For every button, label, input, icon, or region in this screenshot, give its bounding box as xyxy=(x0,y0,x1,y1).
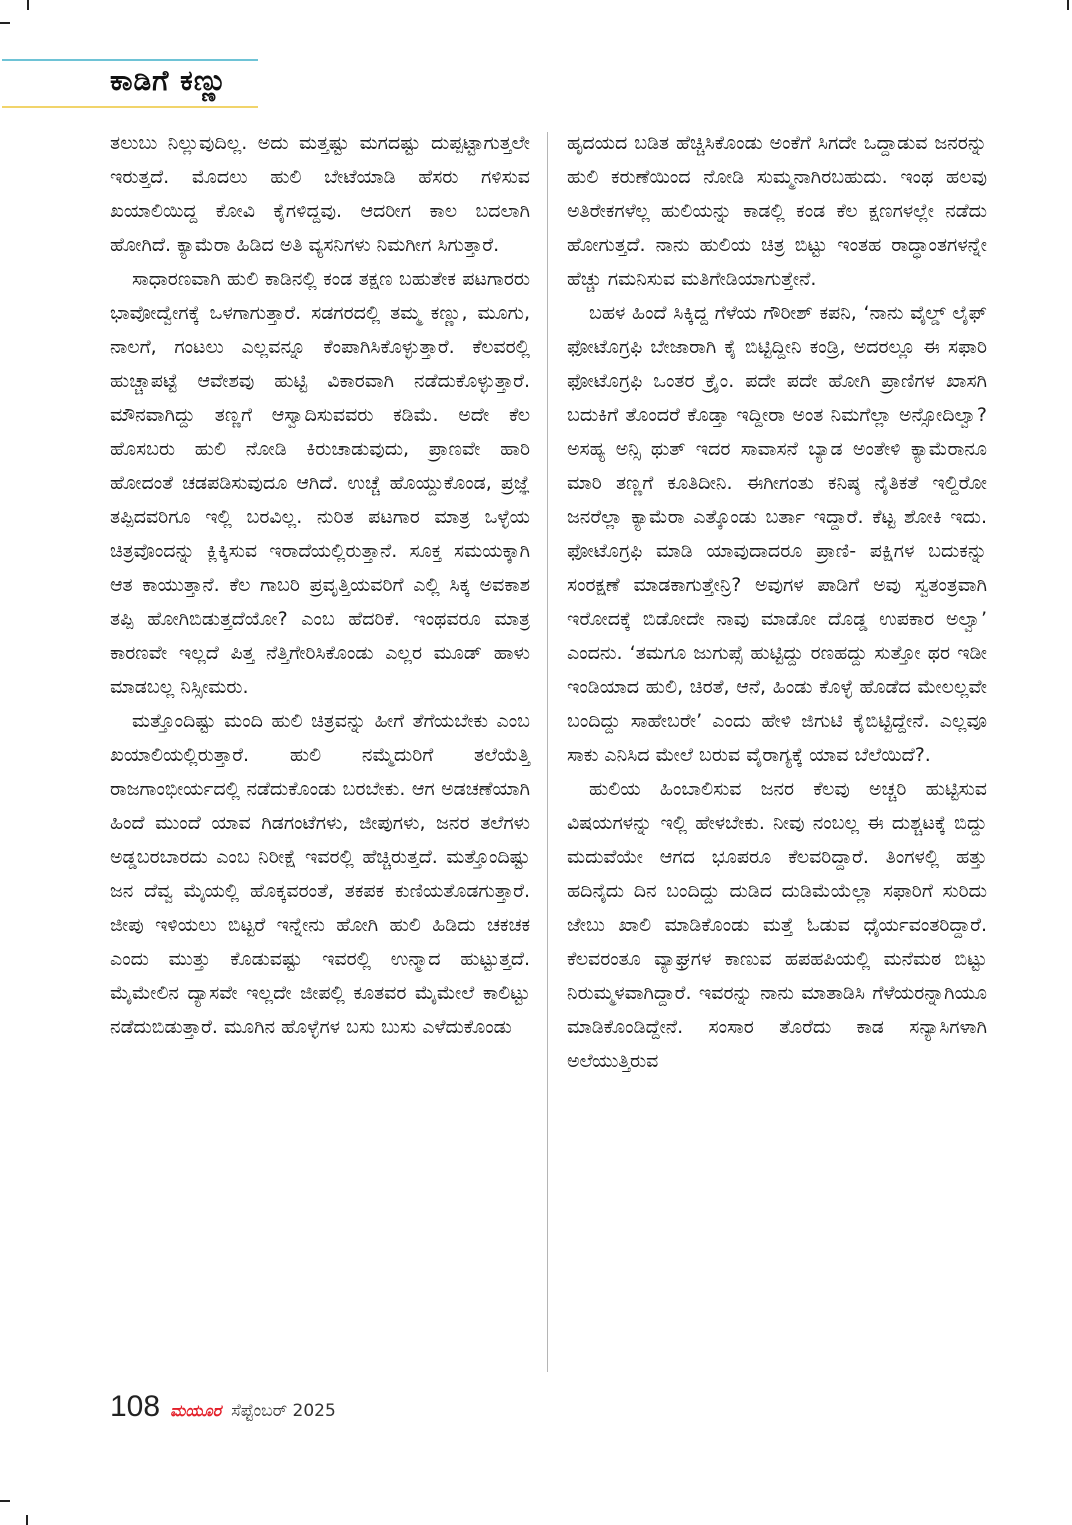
article-column-right xyxy=(567,126,987,1078)
paragraph: ಹುಲಿಯ ಹಿಂಬಾಲಿಸುವ ಜನರ ಕೆಲವು ಅಚ್ಚರಿ ಹುಟ್ಟಿಸುವ ವಿಷಯಗಳನ್ನು ಇಲ್ಲಿ ಹೇಳಬೇಕು. ನೀವು ನಂಬಲ್ಲ ಈ ದುಶ್ಚಟಕ್ಕೆ ಬಿದ್ದು ಮದುವೆಯೇ ಆಗದ ಭೂಪರೂ ಕೆಲವರಿದ್ದಾರೆ. ತಿಂಗಳಲ್ಲಿ ಹತ್ತು ಹದಿನೈದು ದಿನ ಬಂದಿದ್ದು ದುಡಿದ ದುಡಿಮೆಯೆಲ್ಲಾ ಸಫಾರಿಗೆ ಸುರಿದು ಜೇಬು ಖಾಲಿ ಮಾಡಿಕೊಂಡು ಮತ್ತೆ ಓಡುವ ಧೈರ್ಯವಂತರಿದ್ದಾರೆ. ಕೆಲವರಂತೂ ವ್ಯಾಘ್ರಗಳ ಕಾಣುವ ಹಪಹಪಿಯಲ್ಲಿ ಮನೆಮಠ ಬಿಟ್ಟು ನಿರುಮ್ಮಳವಾಗಿದ್ದಾರೆ. ಇವರನ್ನು ನಾನು ಮಾತಾಡಿಸಿ ಗೆಳೆಯರನ್ನಾಗಿಯೂ ಮಾಡಿಕೊಂಡಿದ್ದೇನೆ. ಸಂಸಾರ ತೊರೆದು ಕಾಡ ಸನ್ಯಾಸಿಗಳಾಗಿ ಅಲೆಯುತ್ತಿರುವ xyxy=(567,778,987,1072)
paragraph: ಸಾಧಾರಣವಾಗಿ ಹುಲಿ ಕಾಡಿನಲ್ಲಿ ಕಂಡ ತಕ್ಷಣ ಬಹುತೇಕ ಪಟಗಾರರು ಭಾವೋದ್ವೇಗಕ್ಕೆ ಒಳಗಾಗುತ್ತಾರೆ. ಸಡಗರದಲ್ಲಿ ತಮ್ಮ ಕಣ್ಣು, ಮೂಗು, ನಾಲಗೆ, ಗಂಟಲು ಎಲ್ಲವನ್ನೂ ಕೆಂಪಾಗಿಸಿಕೊಳ್ಳುತ್ತಾರೆ. ಕೆಲವರಲ್ಲಿ ಹುಚ್ಚಾಪಟ್ಟೆ ಆವೇಶವು ಹುಟ್ಟಿ ವಿಕಾರವಾಗಿ ನಡೆದುಕೊಳ್ಳುತ್ತಾರೆ. ಮೌನವಾಗಿದ್ದು ತಣ್ಣಗೆ ಆಸ್ವಾದಿಸುವವರು ಕಡಿಮೆ. ಅದೇ ಕೆಲ ಹೊಸಬರು ಹುಲಿ ನೋಡಿ ಕಿರುಚಾಡುವುದು, ಪ್ರಾಣವೇ ಹಾರಿ ಹೋದಂತೆ ಚಡಪಡಿಸುವುದೂ ಆಗಿದೆ. ಉಚ್ಚೆ ಹೊಯ್ದುಕೊಂಡ, ಪ್ರಜ್ಞೆ ತಪ್ಪಿದವರಿಗೂ ಇಲ್ಲಿ ಬರವಿಲ್ಲ. ನುರಿತ ಪಟಗಾರ ಮಾತ್ರ ಒಳ್ಳೆಯ ಚಿತ್ರವೊಂದನ್ನು ಕ್ಲಿಕ್ಕಿಸುವ ಇರಾದೆಯಲ್ಲಿರುತ್ತಾನೆ. ಸೂಕ್ತ ಸಮಯಕ್ಕಾಗಿ ಆತ ಕಾಯುತ್ತಾನೆ. ಕೆಲ ಗಾಬರಿ ಪ್ರವೃತ್ತಿಯವರಿಗೆ ಎಲ್ಲಿ ಸಿಕ್ಕ ಅವಕಾಶ ತಪ್ಪಿ ಹೋಗಿಬಿಡುತ್ತದೆಯೋ? ಎಂಬ ಹೆದರಿಕೆ. ಇಂಥವರೂ ಮಾತ್ರ ಕಾರಣವೇ ಇಲ್ಲದೆ ಪಿತ್ತ ನೆತ್ತಿಗೇರಿಸಿಕೊಂಡು ಎಲ್ಲರ ಮೂಡ್ ಹಾಳು ಮಾಡಬಲ್ಲ ನಿಸ್ಸೀಮರು. xyxy=(110,268,530,698)
section-title: ಕಾಡಿಗೆ ಕಣ್ಣು xyxy=(110,64,228,97)
crop-mark-left-top xyxy=(0,22,10,24)
paragraph: ಹೃದಯದ ಬಡಿತ ಹೆಚ್ಚಿಸಿಕೊಂಡು ಅಂಕೆಗೆ ಸಿಗದೇ ಒದ್ದಾಡುವ ಜನರನ್ನು ಹುಲಿ ಕರುಣೆಯಿಂದ ನೋಡಿ ಸುಮ್ಮನಾಗಿರಬಹುದು. ಇಂಥ ಹಲವು ಅತಿರೇಕಗಳೆಲ್ಲ ಹುಲಿಯನ್ನು ಕಾಡಲ್ಲಿ ಕಂಡ ಕೆಲ ಕ್ಷಣಗಳಲ್ಲೇ ನಡೆದು ಹೋಗುತ್ತದೆ. ನಾನು ಹುಲಿಯ ಚಿತ್ರ ಬಿಟ್ಟು ಇಂತಹ ರಾದ್ಧಾಂತಗಳನ್ನೇ ಹೆಚ್ಚು ಗಮನಿಸುವ ಮತಿಗೇಡಿಯಾಗುತ್ತೇನೆ. xyxy=(567,132,987,290)
issue-date: ಸೆಪ್ಟೆಂಬರ್ 2025 xyxy=(231,1401,336,1421)
crop-mark-top-right xyxy=(1067,0,1069,10)
crop-mark-left-bottom xyxy=(0,1500,10,1502)
header-accent-line-top xyxy=(2,59,258,61)
crop-mark-top-left xyxy=(27,0,29,10)
paragraph: ತಲುಬು ನಿಲ್ಲುವುದಿಲ್ಲ. ಅದು ಮತ್ತಷ್ಟು ಮಗದಷ್ಟು ದುಪ್ಪಟ್ಟಾಗುತ್ತಲೇ ಇರುತ್ತದೆ. ಮೊದಲು ಹುಲಿ ಬೇಟೆಯಾಡಿ ಹೆಸರು ಗಳಿಸುವ ಖಯಾಲಿಯಿದ್ದ ಕೋವಿ ಕೈಗಳಿದ್ದವು. ಆದರೀಗ ಕಾಲ ಬದಲಾಗಿ ಹೋಗಿದೆ. ಕ್ಯಾಮೆರಾ ಹಿಡಿದ ಅತಿ ವ್ಯಸನಿಗಳು ನಿಮಗೀಗ ಸಿಗುತ್ತಾರೆ. xyxy=(110,132,530,256)
column-divider xyxy=(547,132,548,1372)
paragraph: ಬಹಳ ಹಿಂದೆ ಸಿಕ್ಕಿದ್ದ ಗೆಳೆಯ ಗೌರೀಶ್ ಕಪನಿ, ‘ನಾನು ವೈಲ್ಡ್ ಲೈಫ್ ಫೋಟೊಗ್ರಫಿ ಬೇಜಾರಾಗಿ ಕೈ ಬಿಟ್ಟಿದ್ದೀನಿ ಕಂಡ್ರಿ, ಅದರಲ್ಲೂ ಈ ಸಫಾರಿ ಫೋಟೊಗ್ರಫಿ ಒಂತರ ಕ್ರೈಂ. ಪದೇ ಪದೇ ಹೋಗಿ ಪ್ರಾಣಿಗಳ ಖಾಸಗಿ ಬದುಕಿಗೆ ತೊಂದರೆ ಕೊಡ್ತಾ ಇದ್ದೀರಾ ಅಂತ ನಿಮಗೆಲ್ಲಾ ಅನ್ಸೋದಿಲ್ವಾ? ಅಸಹ್ಯ ಅನ್ಸಿ ಥುತ್ ಇದರ ಸಾವಾಸನೆ ಬ್ಯಾಡ ಅಂತೇಳಿ ಕ್ಯಾಮೆರಾನೂ ಮಾರಿ ತಣ್ಣಗೆ ಕೂತಿದೀನಿ. ಈಗೀಗಂತು ಕನಿಷ್ಠ ನೈತಿಕತೆ ಇಲ್ದಿರೋ ಜನರೆಲ್ಲಾ ಕ್ಯಾಮೆರಾ ಎತ್ಕೊಂಡು ಬರ್ತಾ ಇದ್ದಾರೆ. ಕೆಟ್ಟ ಶೋಕಿ ಇದು. ಫೋಟೊಗ್ರಫಿ ಮಾಡಿ ಯಾವುದಾದರೂ ಪ್ರಾಣಿ- ಪಕ್ಷಿಗಳ ಬದುಕನ್ನು ಸಂರಕ್ಷಣೆ ಮಾಡಕಾಗುತ್ತೇನ್ರಿ? ಅವುಗಳ ಪಾಡಿಗೆ ಅವು ಸ್ವತಂತ್ರವಾಗಿ ಇರೋದಕ್ಕೆ ಬಿಡೋದೇ ನಾವು ಮಾಡೋ ದೊಡ್ಡ ಉಪಕಾರ ಅಲ್ವಾ’ ಎಂದನು. ‘ತಮಗೂ ಜುಗುಪ್ಸೆ ಹುಟ್ಟಿದ್ದು ರಣಹದ್ದು ಸುತ್ತೋ ಥರ ಇಡೀ ಇಂಡಿಯಾದ ಹುಲಿ, ಚಿರತೆ, ಆನೆ, ಹಿಂಡು ಕೊಳ್ಳೆ ಹೊಡೆದ ಮೇಲಲ್ಲವೇ ಬಂದಿದ್ದು ಸಾಹೇಬರೇ’ ಎಂದು ಹೇಳಿ ಜಿಗುಟಿ ಕೈಬಿಟ್ಟಿದ್ದೇನೆ. ಎಲ್ಲವೂ ಸಾಕು ಎನಿಸಿದ ಮೇಲೆ ಬರುವ ವೈರಾಗ್ಯಕ್ಕೆ ಯಾವ ಬೆಲೆಯಿದೆ?. xyxy=(567,302,987,766)
article-column-left xyxy=(110,126,530,1044)
header-accent-line-bottom xyxy=(2,106,258,108)
magazine-logo: ಮಯೂರ xyxy=(170,1401,222,1420)
crop-mark-bottom-left xyxy=(26,1515,28,1525)
page-number: 108 xyxy=(110,1390,161,1423)
paragraph: ಮತ್ತೊಂದಿಷ್ಟು ಮಂದಿ ಹುಲಿ ಚಿತ್ರವನ್ನು ಹೀಗೆ ತೆಗೆಯಬೇಕು ಎಂಬ ಖಯಾಲಿಯಲ್ಲಿರುತ್ತಾರೆ. ಹುಲಿ ನಮ್ಮೆದುರಿಗೆ ತಲೆಯೆತ್ತಿ ರಾಜಗಾಂಭೀರ್ಯದಲ್ಲಿ ನಡೆದುಕೊಂಡು ಬರಬೇಕು. ಆಗ ಅಡಚಣೆಯಾಗಿ ಹಿಂದೆ ಮುಂದೆ ಯಾವ ಗಿಡಗಂಟೆಗಳು, ಜೀಪುಗಳು, ಜನರ ತಲೆಗಳು ಅಡ್ಡಬರಬಾರದು ಎಂಬ ನಿರೀಕ್ಷೆ ಇವರಲ್ಲಿ ಹೆಚ್ಚಿರುತ್ತದೆ. ಮತ್ತೊಂದಿಷ್ಟು ಜನ ದೆವ್ವ ಮೈಯಲ್ಲಿ ಹೊಕ್ಕವರಂತೆ, ತಕಪಕ ಕುಣಿಯತೊಡಗುತ್ತಾರೆ. ಜೀಪು ಇಳಿಯಲು ಬಿಟ್ಟರೆ ಇನ್ನೇನು ಹೋಗಿ ಹುಲಿ ಹಿಡಿದು ಚಕಚಕ ಎಂದು ಮುತ್ತು ಕೊಡುವಷ್ಟು ಇವರಲ್ಲಿ ಉನ್ಮಾದ ಹುಟ್ಟುತ್ತದೆ. ಮೈಮೇಲಿನ ದ್ಯಾಸವೇ ಇಲ್ಲದೇ ಜೀಪಲ್ಲಿ ಕೂತವರ ಮೈಮೇಲೆ ಕಾಲಿಟ್ಟು ನಡೆದುಬಿಡುತ್ತಾರೆ. ಮೂಗಿನ ಹೊಳ್ಳೆಗಳ ಬಸು ಬುಸು ಎಳೆದುಕೊಂಡು xyxy=(110,710,530,1038)
page-footer xyxy=(110,1390,336,1424)
